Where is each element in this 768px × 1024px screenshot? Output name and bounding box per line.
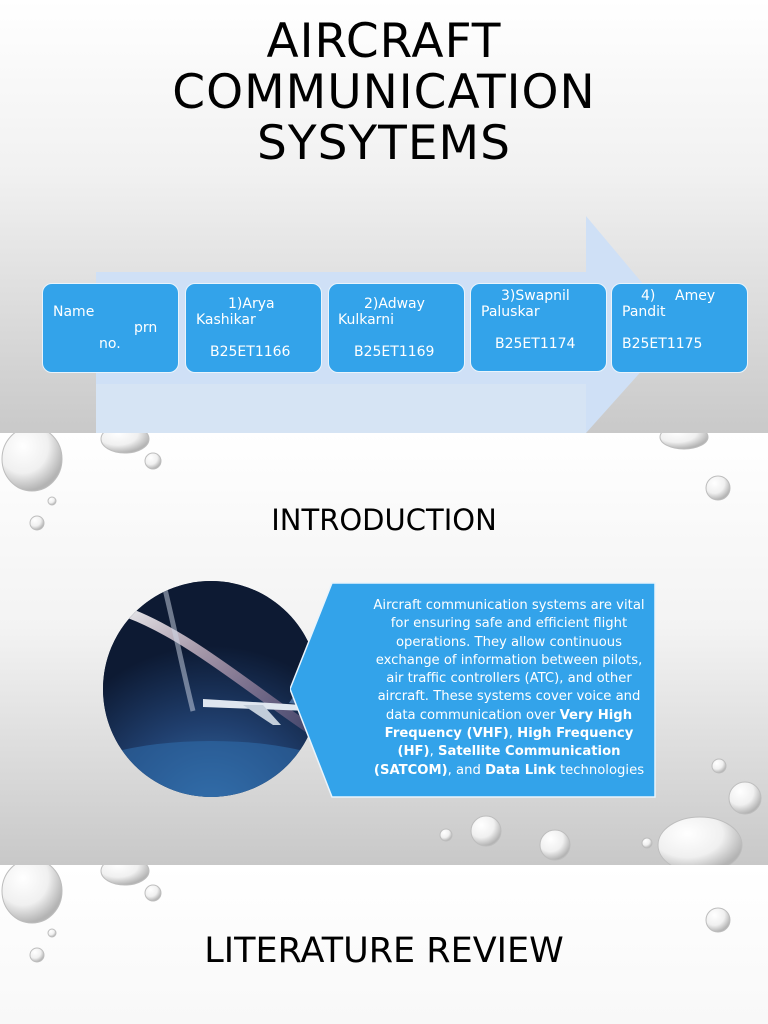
member-box-header bbox=[42, 283, 179, 373]
member-prn: B25ET1166 bbox=[210, 344, 291, 360]
term-data-link: Data Link bbox=[485, 762, 556, 778]
aircraft-earth-image bbox=[103, 581, 319, 797]
title-line-2: COMMUNICATION bbox=[172, 65, 596, 120]
literature-review-heading: LITERATURE REVIEW bbox=[204, 931, 564, 971]
introduction-body: Aircraft communication systems are vital for ensuring safe and efficient flight operations. They allow continuous exchange of information between pilots, air traffic controllers (ATC), and other aircraft. These systems cover voice and data communication over Very High Frequency (VHF), High Frequency (HF), Satellite Communication (SATCOM), and Data Link technologies bbox=[373, 598, 645, 778]
member-last-name: Kashikar bbox=[196, 312, 256, 328]
member-prn: B25ET1174 bbox=[495, 336, 576, 352]
slide-introduction bbox=[0, 433, 768, 865]
member-last-name: Kulkarni bbox=[338, 312, 394, 328]
slide-title bbox=[0, 0, 768, 433]
slide-title-heading bbox=[84, 16, 684, 169]
member-first-name: Amey bbox=[675, 288, 716, 304]
term-hf: High Frequency (HF) bbox=[397, 726, 634, 760]
box-label-prn: prn bbox=[134, 320, 158, 336]
member-prn: B25ET1175 bbox=[622, 336, 703, 352]
term-vhf: Very High Frequency (VHF) bbox=[384, 707, 633, 742]
member-number: 4) bbox=[641, 288, 656, 304]
member-box-2 bbox=[328, 283, 465, 373]
member-box-4 bbox=[611, 283, 748, 373]
member-first-name: 3)Swapnil bbox=[501, 288, 570, 304]
term-satcom: Satellite Communication (SATCOM) bbox=[373, 744, 621, 778]
title-line-1: AIRCRAFT bbox=[266, 14, 502, 69]
member-prn: B25ET1169 bbox=[354, 344, 435, 360]
member-box-3 bbox=[470, 283, 607, 372]
member-first-name: 2)Adway bbox=[364, 296, 425, 312]
member-last-name: Paluskar bbox=[481, 304, 540, 320]
box-label-name: Name bbox=[53, 304, 95, 320]
slide-literature-review bbox=[0, 865, 768, 1024]
introduction-heading: INTRODUCTION bbox=[271, 503, 497, 537]
member-first-name: 1)Arya bbox=[228, 296, 275, 312]
title-line-3: SYSYTEMS bbox=[257, 116, 511, 171]
member-last-name: Pandit bbox=[622, 304, 666, 320]
box-label-no: no. bbox=[99, 336, 121, 352]
member-box-1 bbox=[185, 283, 322, 373]
